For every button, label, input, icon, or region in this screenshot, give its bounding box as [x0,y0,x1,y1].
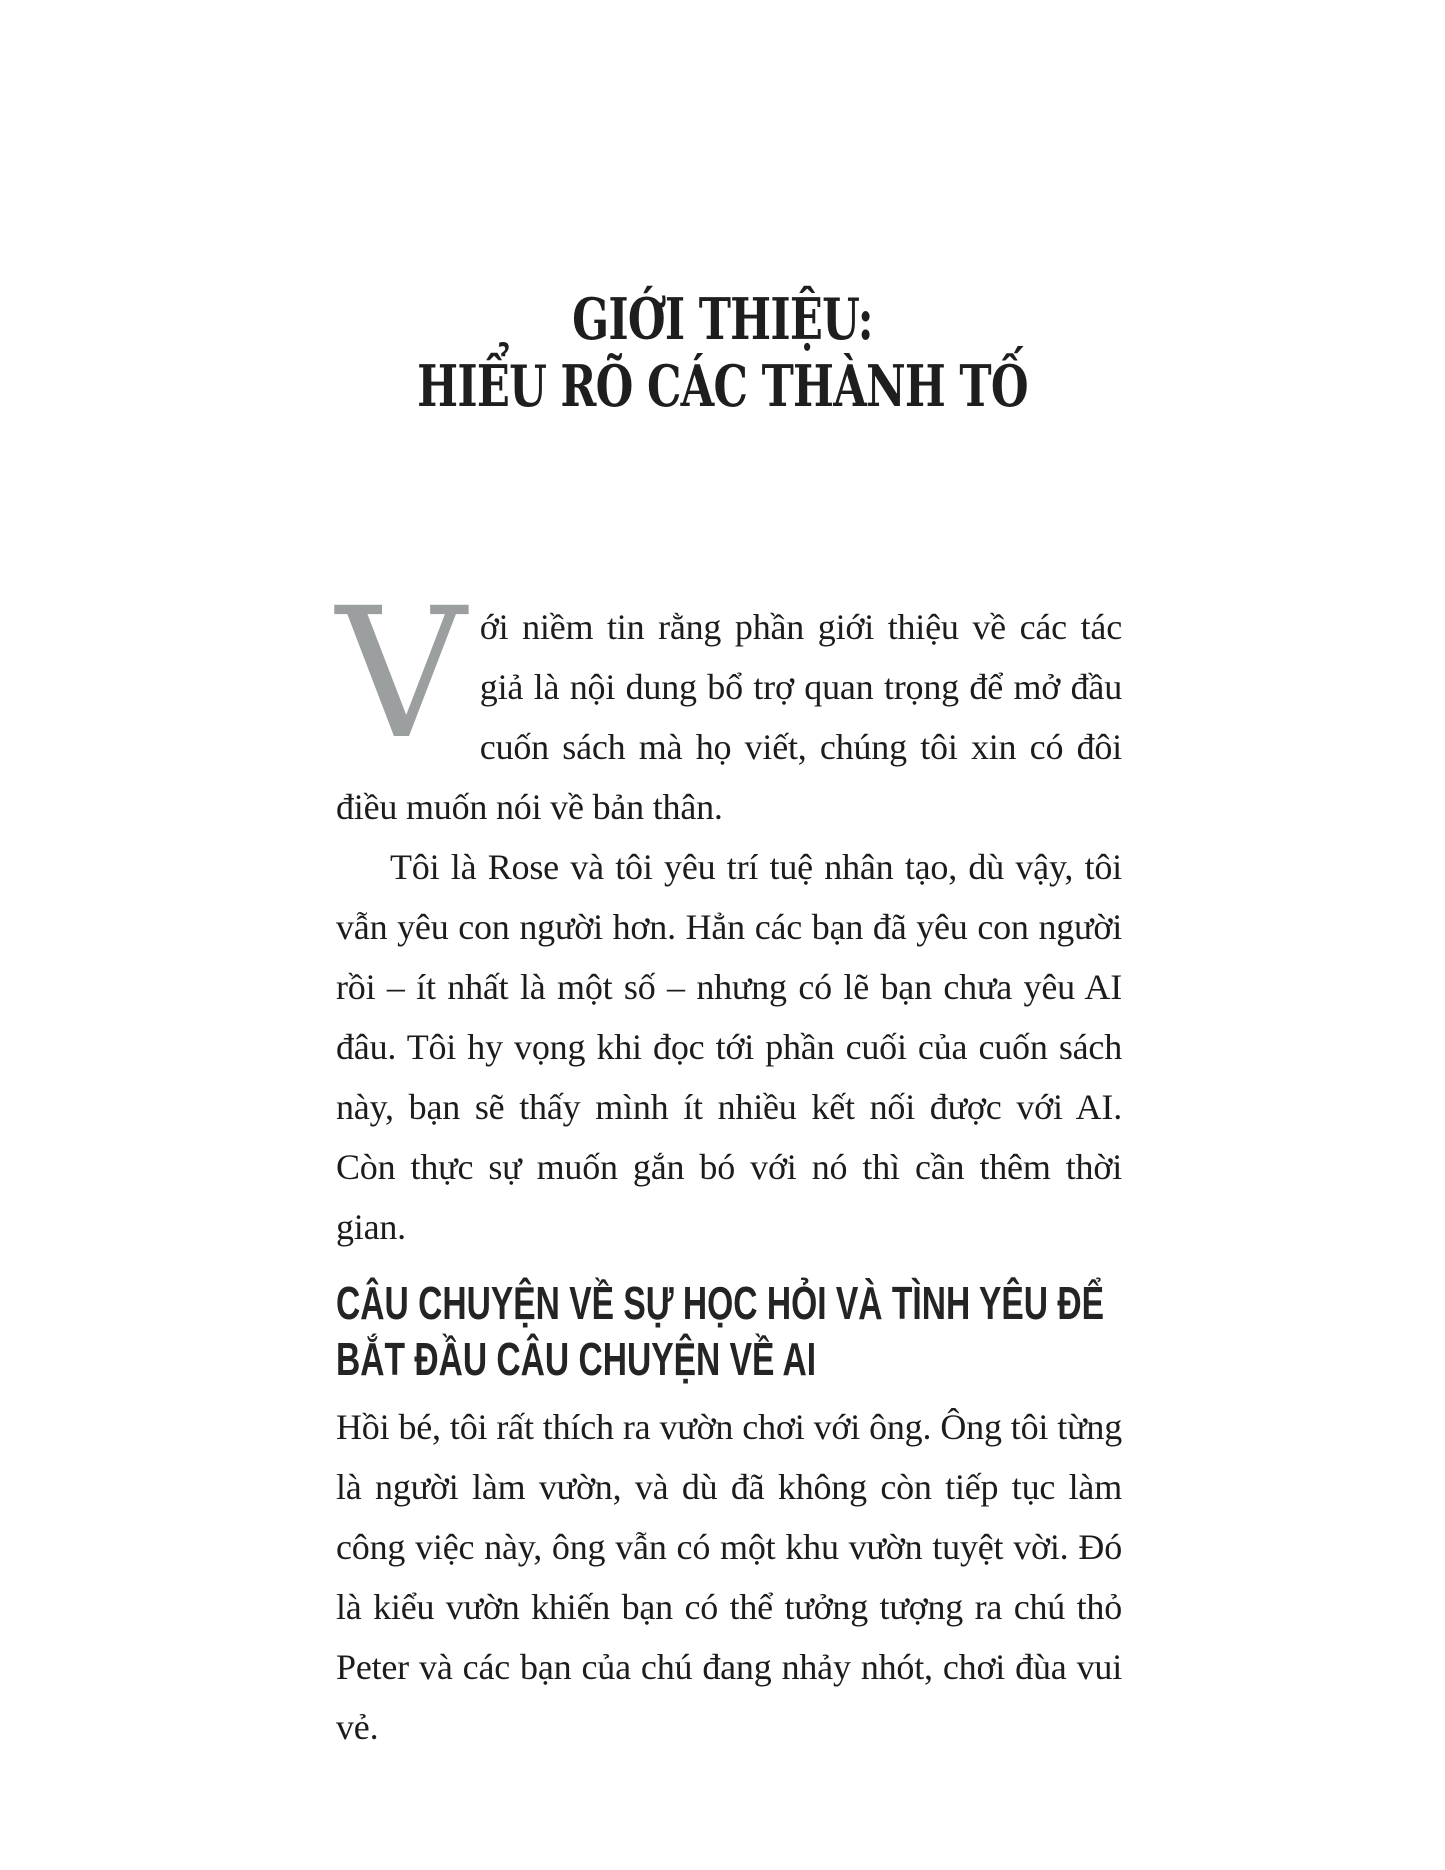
section-heading-line1: CÂU CHUYỆN VỀ SỰ HỌC HỎI VÀ TÌNH YÊU ĐỂ [336,1277,1104,1329]
chapter-title-line1: GIỚI THIỆU: [572,286,873,353]
paragraph-rose: Tôi là Rose và tôi yêu trí tuệ nhân tạo, dù vậy, tôi vẫn yêu con người hơn. Hẳn các bạn đã yêu con người rồi – ít nhất là một số – nhưng có lẽ bạn chưa yêu AI đâu. Tôi hy vọng khi đọc tới phần cuối của cuốn sách này, bạn sẽ thấy mình ít nhiều kết nối được với AI. Còn thực sự muốn gắn bó với nó thì cần thêm thời gian. [336,847,1122,1247]
chapter-title-line2: HIỂU RÕ CÁC THÀNH TỐ [417,353,1028,420]
paragraph-intro [336,570,1122,837]
section-heading-line2: BẮT ĐẦU CÂU CHUYỆN VỀ AI [336,1333,817,1385]
chapter-title [0,286,1445,420]
paragraph-intro-text: ới niềm tin rằng phần giới thiệu về các tác giả là nội dung bổ trợ quan trọng để mở đầu cuốn sách mà họ viết, chúng tôi xin có đôi điều muốn nói về bản thân. [336,607,1122,827]
drop-cap-v: V [336,570,466,779]
section-heading [336,1275,1122,1387]
paragraph-garden: Hồi bé, tôi rất thích ra vườn chơi với ông. Ông tôi từng là người làm vườn, và dù đã không còn tiếp tục làm công việc này, ông vẫn có một khu vườn tuyệt vời. Đó là kiểu vườn khiến bạn có thể tưởng tượng ra chú thỏ Peter và các bạn của chú đang nhảy nhót, chơi đùa vui vẻ. [336,1407,1122,1747]
chapter-body [336,570,1122,1757]
